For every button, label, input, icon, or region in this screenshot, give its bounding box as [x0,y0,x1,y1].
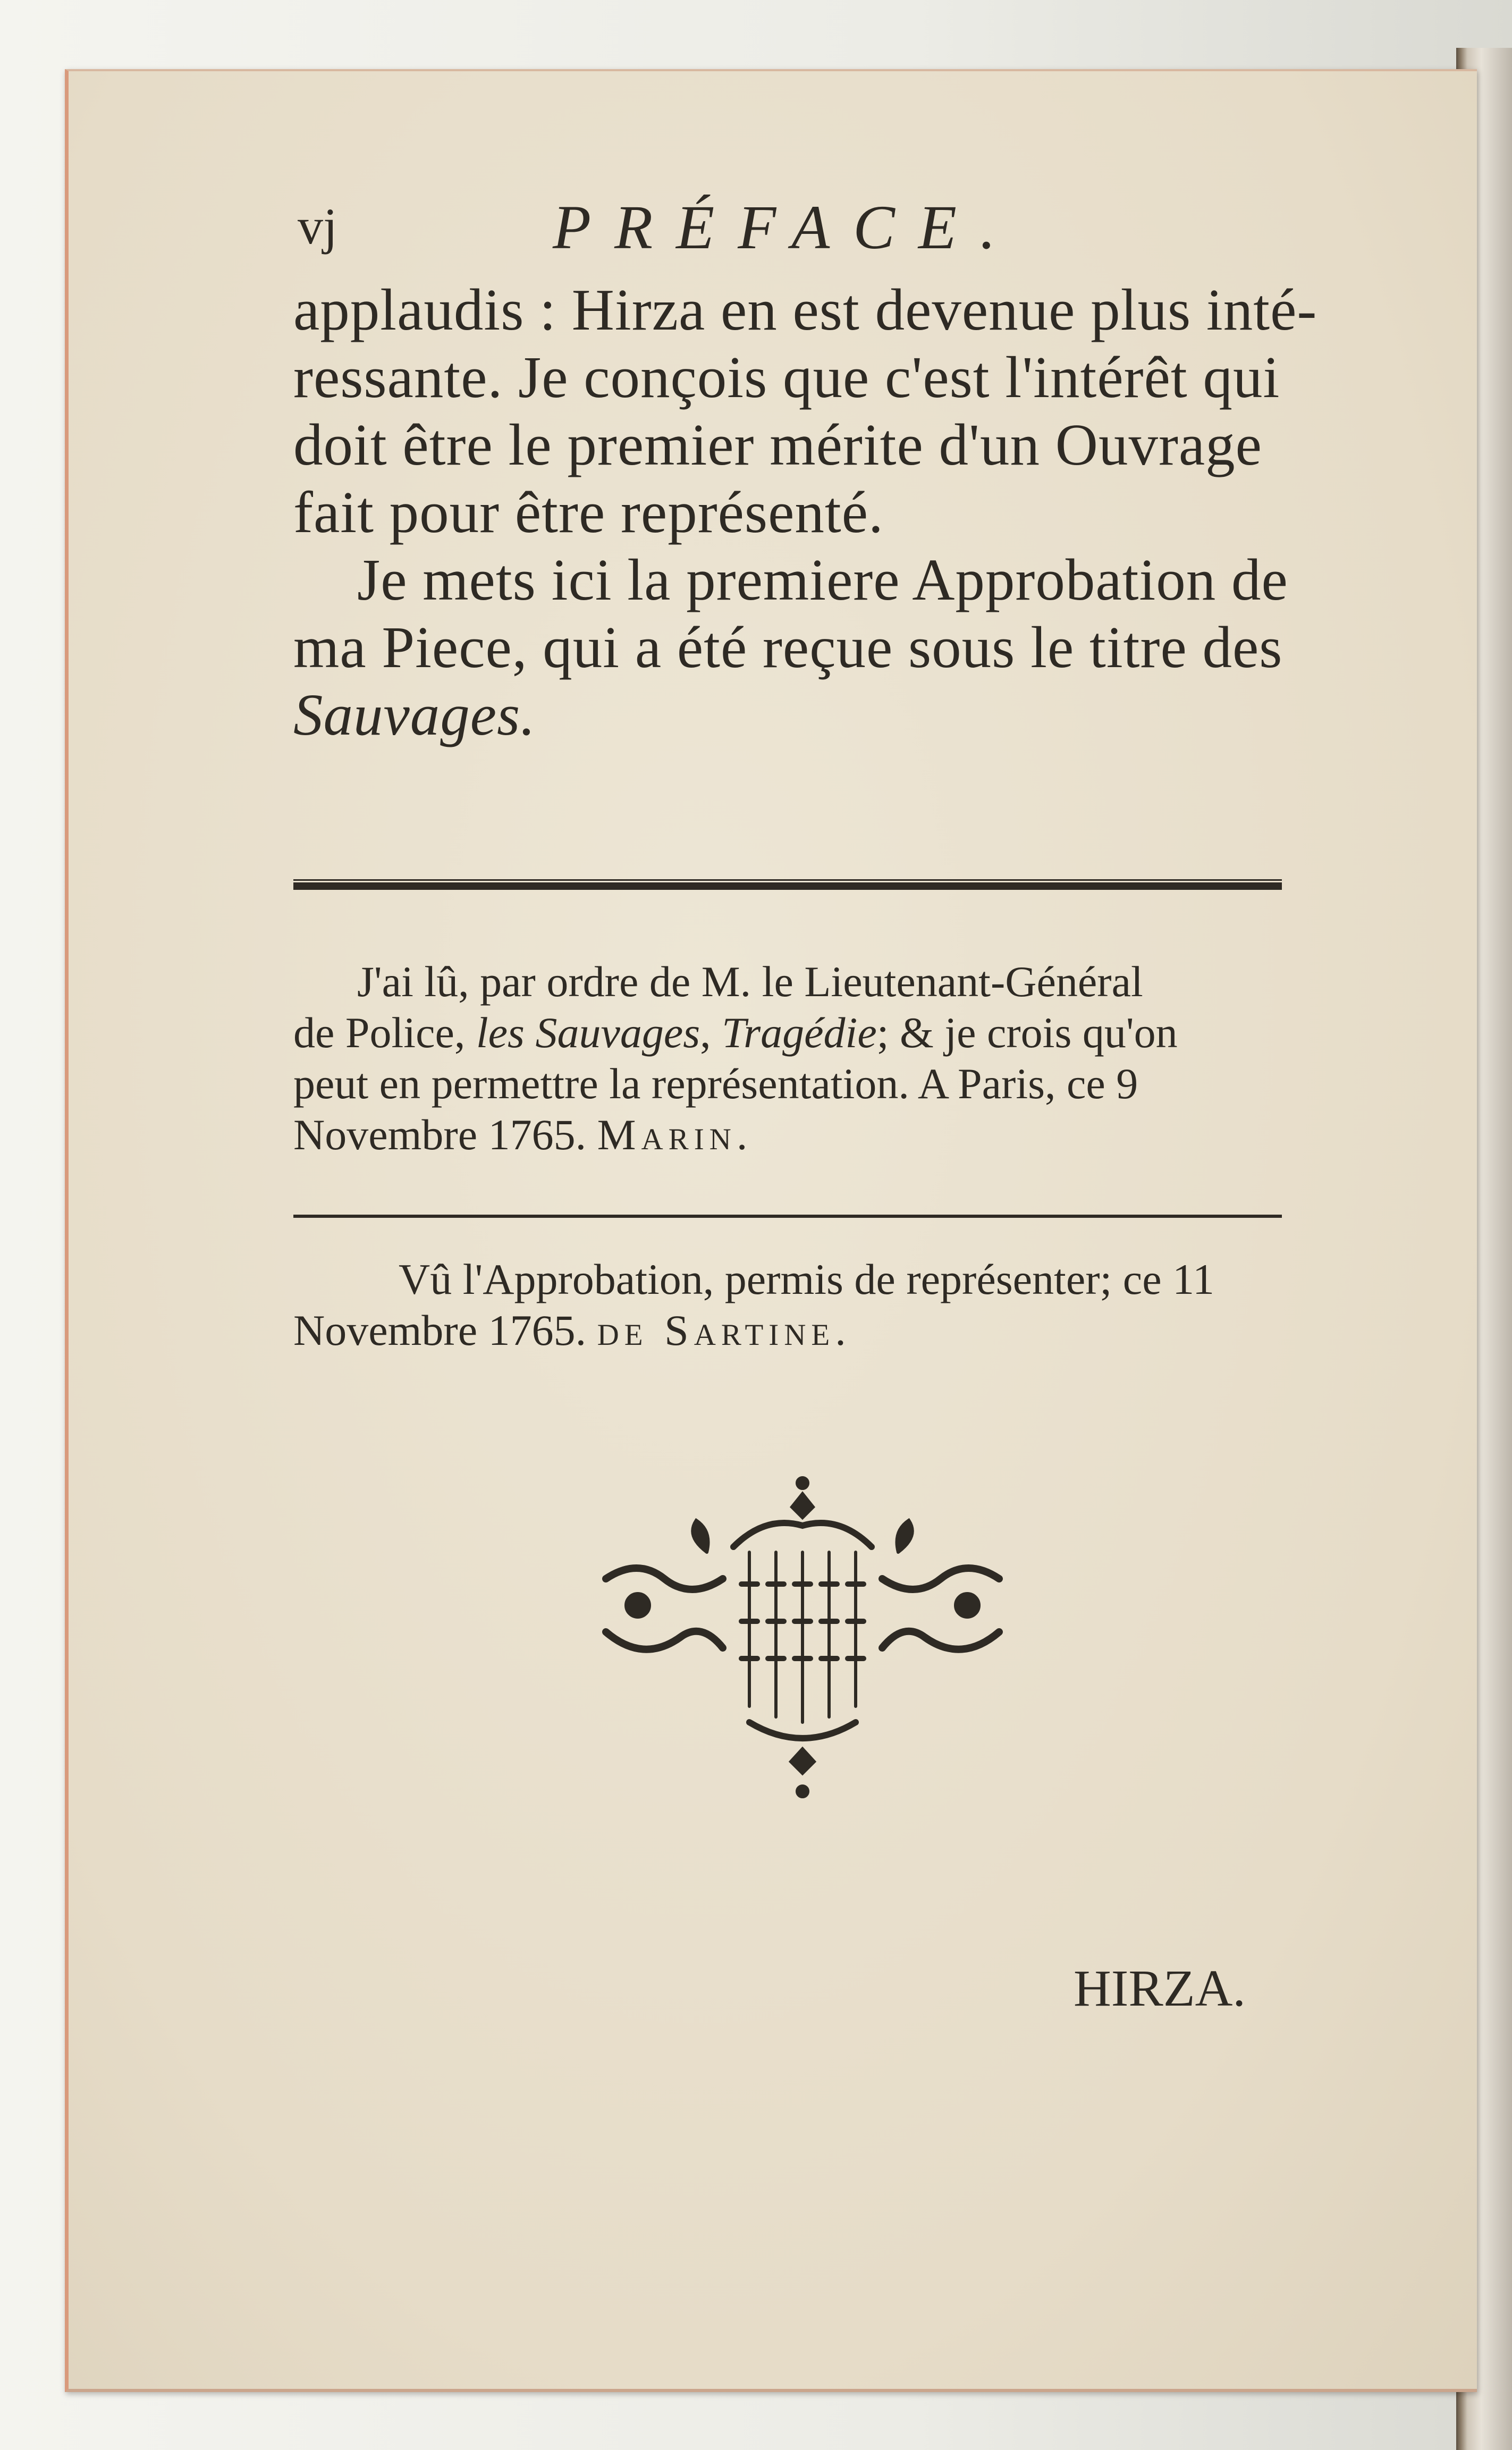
body-line: doit être le premier mérite d'un Ouvrage [293,412,1262,478]
work-genre: Tragédie [722,1008,877,1057]
approbation-line: peut en permettre la représentation. A Paris, ce 9 [293,1059,1138,1108]
body-line: Je mets ici la premiere Approbation de [357,548,1288,613]
double-rule-thick [293,882,1282,890]
body-line-italic: Sauvages. [293,683,536,748]
approbation-line [293,1008,1178,1058]
approbation-line: J'ai lû, par ordre de M. le Lieutenant-Général [357,957,1143,1006]
approbation-date: Novembre 1765. [293,1110,587,1159]
page-number: vj [298,198,337,255]
body-line: ma Piece, qui a été reçue sous le titre des [293,615,1283,680]
permission-line [293,1306,851,1356]
author-signature: HIRZA. [1074,1960,1246,2017]
body-line: ressante. Je conçois que c'est l'intérêt qui [293,345,1280,410]
approbation-text: de Police, [293,1008,466,1057]
work-title: les Sauvages [476,1008,700,1057]
section-rule [293,1215,1282,1218]
approver-name: Marin. [597,1110,753,1159]
separator: , [700,1008,711,1057]
double-rule-top [293,879,1282,881]
running-title: PRÉFACE. [553,192,1019,262]
permission-line: Vû l'Approbation, permis de représenter; ce 11 [399,1255,1215,1303]
body-line: fait pour être représenté. [293,480,884,545]
permitter-name: de Sartine. [597,1306,851,1354]
body-line: applaudis : Hirza en est devenue plus inté- [293,277,1317,343]
approbation-text: ; & je crois qu'on [876,1008,1178,1057]
fleuron-ornament-icon [574,1472,1031,1802]
approbation-line [293,1110,753,1160]
permission-date: Novembre 1765. [293,1306,587,1354]
